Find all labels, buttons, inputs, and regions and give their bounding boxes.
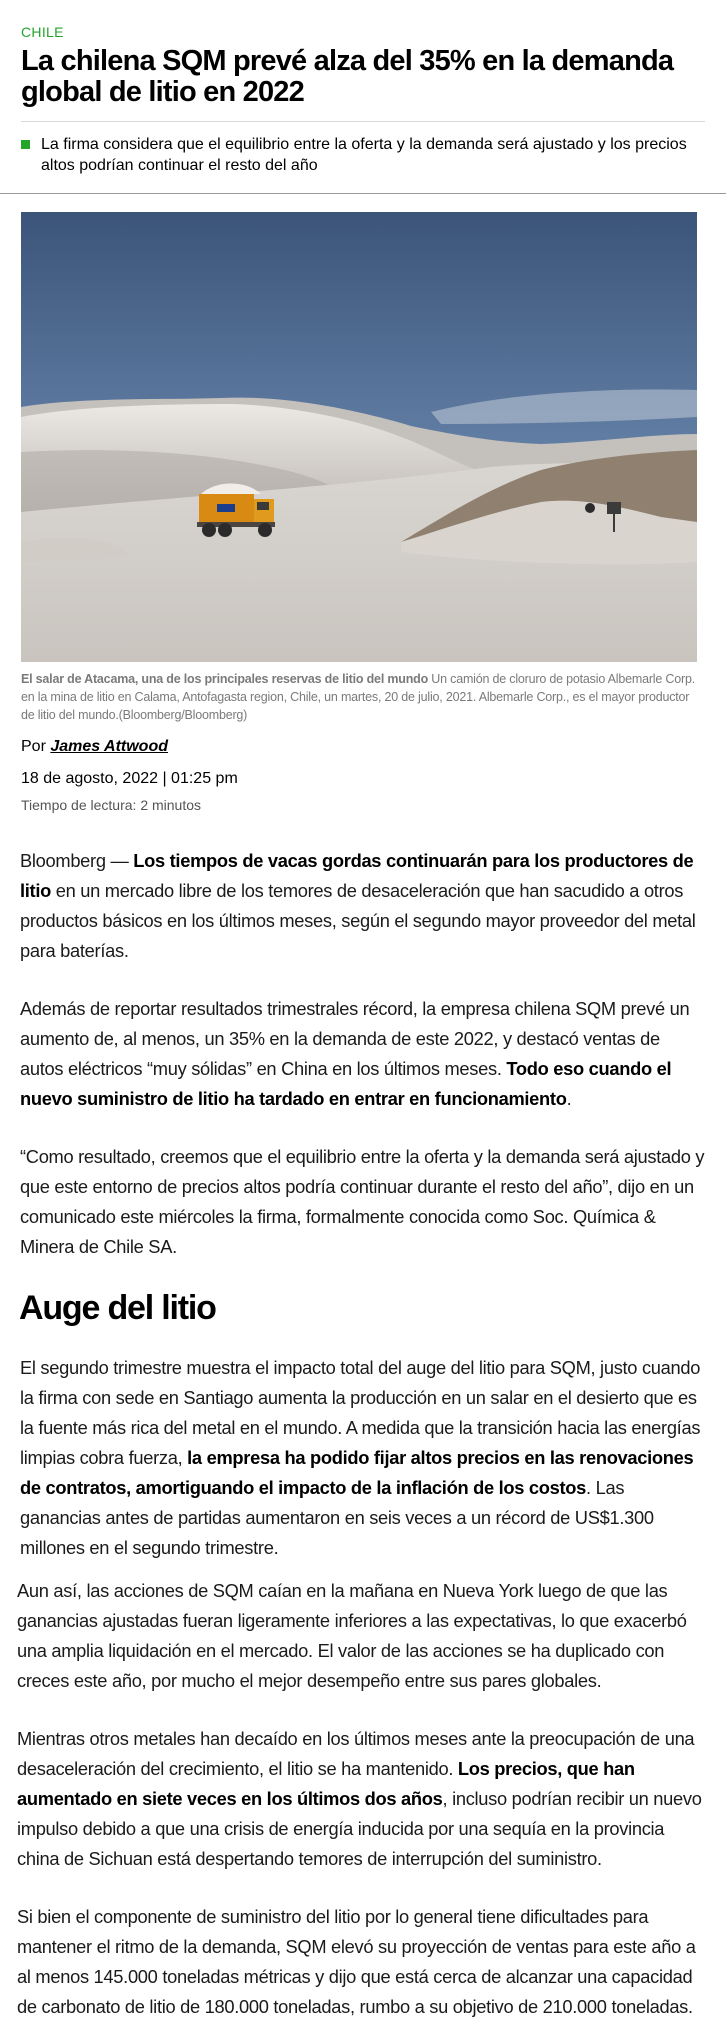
paragraph-6-rest: , incluso podrían recibir un nuevo impulso debido a que una crisis de energía inducida por una sequía en la provincia china de Sichuan está despertando temores de interrupción del suministro. xyxy=(17,1788,702,1869)
paragraph-1-lead: Bloomberg — xyxy=(20,850,134,871)
paragraph-3: “Como resultado, creemos que el equilibrio entre la oferta y la demanda será ajustado y que este entorno de precios altos podría continuar durante el resto del año”, dijo en un comunicado este miércoles la firma, formalmente conocida como Soc. Química & Minera de Chile SA. xyxy=(20,1146,705,1257)
paragraph-6-lead: Mientras otros metales han decaído en los últimos meses ante la preocupación de una desaceleración del crecimiento, el litio se ha mantenido. xyxy=(17,1728,695,1779)
paragraph-2-bold: Todo eso cuando el nuevo suministro de litio ha tardado en entrar en funcionamiento xyxy=(20,1058,672,1109)
article-header xyxy=(0,0,726,176)
byline-prefix: Por xyxy=(21,738,51,755)
paragraph-2-lead: Además de reportar resultados trimestrales récord, la empresa chilena SQM prevé un aumento de, al menos, un 35% en la demanda de este 2022, y destacó ventas de autos eléctricos “muy sólidas” en China en los últimos meses. xyxy=(20,998,690,1079)
header-divider xyxy=(0,193,726,194)
paragraph-1 xyxy=(20,846,705,966)
caption-title: El salar de Atacama, una de los principales reservas de litio del mundo xyxy=(21,672,429,686)
article-meta xyxy=(0,738,726,813)
paragraph-6 xyxy=(17,1724,705,1874)
paragraph-4 xyxy=(20,1353,705,1563)
paragraph-6-bold: Los precios, que han aumentado en siete veces en los últimos dos años xyxy=(17,1758,635,1809)
paragraph-1-rest: en un mercado libre de los temores de desaceleración que han sacudido a otros productos básicos en los últimos meses, según el segundo mayor proveedor del metal para baterías. xyxy=(20,880,696,961)
section-subhead: Auge del litio xyxy=(19,1289,216,1327)
paragraph-4-lead: El segundo trimestre muestra el impacto total del auge del litio para SQM, justo cuando la firma con sede en Santiago aumenta la producción en un salar en el desierto que es la fuente más rica del metal en el mundo. A medida que la transición hacia las energías limpias cobra fuerza, xyxy=(20,1357,701,1468)
paragraph-4-bold: la empresa ha podido fijar altos precios en las renovaciones de contratos, amortiguando el impacto de la inflación de los costos xyxy=(20,1447,694,1498)
salt-flat-truck-photo[interactable] xyxy=(21,212,697,662)
article-body xyxy=(0,846,726,2022)
article-summary xyxy=(21,134,705,176)
paragraph-1-bold: Los tiempos de vacas gordas continuarán para los productores de litio xyxy=(20,850,694,901)
caption-text: Un camión de cloruro de potasio Albemarle Corp. en la mina de litio en Calama, Antofagasta region, Chile, un martes, 20 de julio, 2021. Albemarle Corp., es el mayor productor de litio del mundo.(Bloomberg/Bloomberg) xyxy=(21,672,695,722)
paragraph-5: Aun así, las acciones de SQM caían en la mañana en Nueva York luego de que las ganancias ajustadas fueran ligeramente inferiores a las expectativas, lo que exacerbó una amplia liquidación en el mercado. El valor de las acciones se ha duplicado con creces este año, por mucho el mejor desempeño entre sus pares globales. xyxy=(17,1580,687,1691)
byline xyxy=(21,738,705,756)
author-link[interactable]: James Attwood xyxy=(50,738,168,755)
photo-caption xyxy=(21,670,705,724)
green-square-bullet-icon xyxy=(21,140,30,149)
publish-date: 18 de agosto, 2022 | 01:25 pm xyxy=(21,770,238,787)
section-kicker[interactable]: CHILE xyxy=(21,24,64,40)
headline: La chilena SQM prevé alza del 35% en la demanda global de litio en 2022 xyxy=(21,45,674,108)
paragraph-2 xyxy=(20,994,705,1114)
sign-post xyxy=(613,514,615,532)
road-sign xyxy=(607,502,621,514)
summary-text: La firma considera que el equilibrio entre la oferta y la demanda será ajustado y los precios altos podrían continuar el resto del año xyxy=(41,136,687,174)
reading-time: Tiempo de lectura: 2 minutos xyxy=(21,797,202,813)
round-sign xyxy=(585,503,595,513)
paragraph-4-rest: . Las ganancias antes de partidas aumentaron en seis veces a un récord de US$1.300 millones en el segundo trimestre. xyxy=(20,1477,654,1558)
paragraph-2-rest: . xyxy=(566,1088,572,1109)
paragraph-7: Si bien el componente de suministro del litio por lo general tiene dificultades para mantener el ritmo de la demanda, SQM elevó su proyección de ventas para este año a al menos 145.000 toneladas métricas y dijo que está cerca de alcanzar una capacidad de carbonato de litio de 180.000 toneladas, rumbo a su objetivo de 210.000 toneladas. xyxy=(17,1906,696,2017)
lead-figure xyxy=(21,212,705,724)
summary-divider xyxy=(21,121,705,122)
